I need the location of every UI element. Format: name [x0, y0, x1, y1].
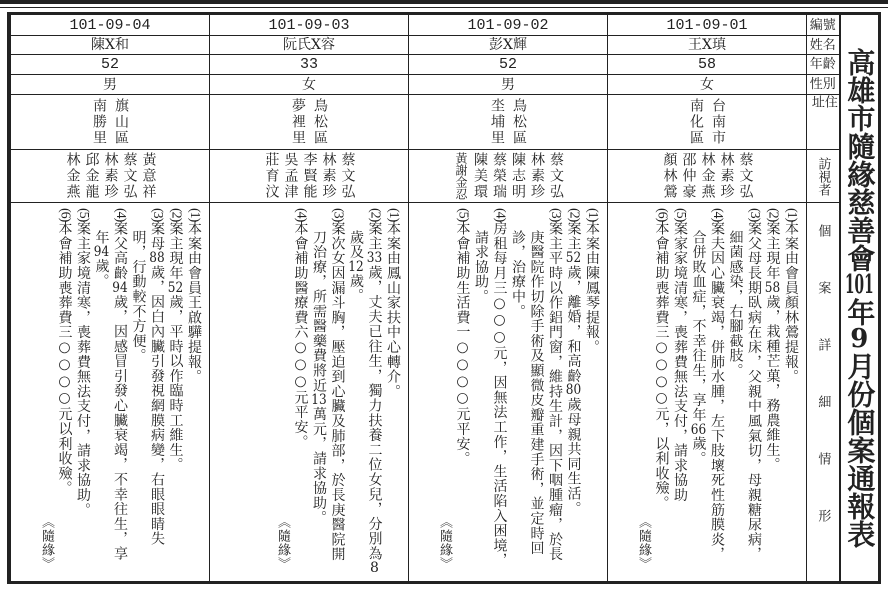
- visitor-name: 蔡文弘: [121, 152, 138, 200]
- detail-text: 案父高齡94歲，因感冒引發心臟衰竭，不幸往生，享年94歲。: [93, 221, 128, 561]
- visitor-name: 林金燕: [699, 152, 716, 200]
- case-visitors: [64, 152, 157, 200]
- address-part: 南勝里: [91, 98, 107, 146]
- digits: 66: [690, 422, 707, 437]
- detail-number: (4): [293, 208, 309, 222]
- page-title: [841, 48, 877, 548]
- detail-text: 案主33歲，丈夫已往生，獨力扶養二位女兒，分別為8歲及12歲。: [348, 221, 383, 575]
- visitor-name: 李賢能: [301, 152, 318, 200]
- visitor-name: 蔡文弘: [339, 152, 356, 200]
- detail-number: (2): [566, 208, 582, 222]
- case-tag: 《隨緣》: [39, 515, 54, 571]
- detail-item: [310, 208, 347, 575]
- case-visitors: [263, 152, 356, 200]
- top-rule-thick: [0, 0, 888, 4]
- detail-number: (6): [57, 208, 73, 222]
- detail-item: [347, 208, 384, 575]
- digits: 33: [366, 250, 383, 265]
- case-address: [687, 98, 727, 146]
- detail-item: [92, 208, 129, 575]
- visitor-name: 蔡榮瑞: [491, 152, 507, 200]
- visitor-name: 林素珍: [102, 152, 119, 200]
- detail-text: 本案由會員顏林鶯提報。: [783, 221, 799, 385]
- detail-number: (1): [187, 208, 202, 222]
- detail-item: [671, 208, 690, 575]
- digits: 58: [764, 280, 781, 295]
- detail-text: 房租每月三○○○元，因無法工作，生活陷入困境，請求協助。: [473, 221, 508, 568]
- detail-text: 本會補助生活費一○○○○元平安。: [454, 221, 471, 467]
- detail-text: 案家家境清寒，喪葬費無法支付，請求協助: [672, 221, 688, 503]
- visitor-name: 林素珍: [529, 152, 545, 200]
- visitor-name: 邵仲豪: [680, 152, 697, 200]
- detail-number: (6): [654, 208, 670, 222]
- case-visitors: [661, 152, 754, 200]
- detail-item: [509, 208, 565, 575]
- case-address: [289, 98, 329, 146]
- detail-number: (1): [585, 208, 600, 222]
- visitor-name: 林素珍: [718, 152, 735, 200]
- visitor-name: 黃意祥: [140, 152, 157, 200]
- detail-text: 本會補助醫療費六○○○元平安。: [292, 221, 309, 450]
- detail-item: [689, 208, 726, 575]
- address-part: 旗山區: [113, 98, 129, 146]
- detail-item: [453, 208, 472, 575]
- detail-item: [384, 208, 403, 575]
- digits: 80: [565, 383, 582, 398]
- visitor-name: 蔡文弘: [548, 152, 564, 200]
- detail-text: 案父母長期臥病在床，父親中風氣切，母親糖尿病，細菌感染，右腳截肢。: [727, 221, 762, 562]
- top-rule-thin: [0, 7, 888, 8]
- detail-item: [129, 208, 166, 575]
- detail-item: [472, 208, 509, 575]
- detail-number: (3): [747, 208, 762, 222]
- detail-text: 本案由會員王啟驊提報。: [186, 221, 202, 385]
- detail-item: [55, 208, 74, 575]
- title-year: 101: [845, 272, 874, 298]
- visitor-name: 陳志明: [510, 152, 526, 200]
- address-part: 夢裡里: [290, 98, 306, 146]
- digits: 52: [167, 280, 184, 295]
- label-details: 個案詳細情形: [815, 224, 831, 566]
- case-details: [269, 203, 409, 581]
- digits: 52: [565, 250, 582, 265]
- detail-item: [782, 208, 801, 575]
- case-name: 阮氏X容: [283, 37, 335, 53]
- detail-number: (5): [455, 208, 471, 222]
- case-tag: 《隨緣》: [275, 515, 290, 571]
- case-tag: 《隨緣》: [437, 515, 452, 571]
- case-address: [90, 98, 130, 146]
- case-column: [10, 15, 209, 581]
- row-label-column: [806, 15, 839, 581]
- case-details: [33, 203, 210, 581]
- case-tag: 《隨緣》: [636, 515, 651, 571]
- title-month: 9: [850, 326, 869, 352]
- detail-item: [291, 208, 310, 575]
- detail-item: [166, 208, 185, 575]
- case-details: [630, 203, 807, 581]
- case-id: 101-09-01: [666, 16, 748, 34]
- title-part: 月份個案通報表: [843, 352, 877, 548]
- address-part: 鳥松區: [312, 98, 328, 146]
- detail-item: [74, 208, 93, 575]
- label-visitors: 訪視者: [815, 156, 831, 196]
- detail-text: 本案由鳳山家扶中心轉介。: [385, 221, 401, 399]
- visitor-name: 林素珍: [320, 152, 337, 200]
- case-column: [607, 15, 806, 581]
- label-address: 住址: [808, 95, 837, 124]
- detail-number: (4): [113, 208, 128, 222]
- detail-item: [564, 208, 583, 575]
- detail-text: 案主現年52歲，平時以作臨時工維生。: [167, 221, 184, 473]
- title-column: [839, 15, 878, 581]
- visitor-name: 黃謝金忍: [454, 152, 468, 200]
- detail-text: 案夫因心臟衰竭，併肺水腫，左下肢壞死性筋膜炎，合併敗血症，不幸往生，享年66歲。: [690, 221, 725, 562]
- case-name: 陳X和: [91, 37, 129, 53]
- detail-number: (1): [784, 208, 799, 222]
- detail-text: 本會補助喪葬費三○○○○元以利收殮。: [56, 221, 73, 496]
- visitor-name: 陳美環: [472, 152, 488, 200]
- label-id: 編號: [809, 17, 836, 33]
- case-gender: 男: [103, 76, 117, 93]
- case-report-table: [7, 12, 881, 584]
- case-id: 101-09-02: [467, 16, 549, 34]
- case-name: 王X瑱: [688, 37, 726, 53]
- digits: 94: [112, 280, 128, 295]
- detail-number: (2): [765, 208, 781, 222]
- detail-text: 本案由陳鳳琴提報。: [584, 221, 600, 355]
- detail-text: 本會補助喪葬費三○○○○元，以利收殮。: [653, 221, 670, 511]
- case-gender: 女: [302, 76, 316, 93]
- visitor-name: 莊育汶: [263, 152, 280, 200]
- case-column: [408, 15, 607, 581]
- case-age: 33: [299, 56, 318, 73]
- case-gender: 男: [501, 76, 515, 93]
- title-part: 年: [843, 298, 877, 326]
- detail-number: (4): [492, 208, 508, 222]
- detail-text: 案次女因漏斗胸，壓迫到心臟及肺部，於長庚醫院開刀治療，所需醫藥費將近13萬元，請求協助。: [311, 221, 346, 562]
- digits: 13: [311, 393, 327, 408]
- detail-number: (4): [710, 208, 725, 222]
- case-age: 52: [100, 56, 119, 73]
- detail-text: 案主52歲，離婚，和高齡80歲母親共同生活。: [565, 221, 582, 516]
- visitor-name: 邱金龍: [83, 152, 100, 200]
- detail-number: (2): [168, 208, 184, 222]
- detail-item: [583, 208, 602, 575]
- detail-number: (1): [386, 208, 401, 222]
- title-part: 高雄市隨緣慈善會: [843, 48, 877, 272]
- visitor-name: 吳孟津: [282, 152, 299, 200]
- case-address: [488, 98, 528, 146]
- address-part: 坔埔里: [489, 98, 505, 146]
- visitor-name: 顏林鶯: [661, 152, 678, 200]
- address-part: 台南市: [710, 98, 726, 146]
- label-gender: 性別: [809, 77, 836, 92]
- case-column: [209, 15, 408, 581]
- detail-item: [726, 208, 763, 575]
- case-details: [431, 203, 608, 581]
- address-part: 南化區: [688, 98, 704, 146]
- digits: 88: [149, 250, 165, 265]
- digits: 94: [93, 245, 110, 260]
- visitor-name: 蔡文弘: [737, 152, 754, 200]
- visitor-name: 林金燕: [64, 152, 81, 200]
- address-part: 鳥松區: [511, 98, 527, 146]
- detail-text: 案主現年58歲，栽種芒菓，務農維生。: [764, 221, 781, 473]
- detail-number: (3): [330, 208, 346, 222]
- detail-text: 案母88歲，因白內臟引發視網膜病變，右眼眼睛失明，行動較不方便。: [130, 221, 165, 547]
- case-id: 101-09-04: [69, 16, 151, 34]
- digits: 12: [348, 260, 364, 274]
- detail-number: (5): [76, 208, 91, 222]
- label-name: 姓名: [809, 37, 836, 53]
- label-age: 年齡: [809, 57, 836, 72]
- case-age: 58: [697, 56, 716, 73]
- case-name: 彭X輝: [489, 37, 527, 53]
- detail-number: (2): [367, 208, 383, 222]
- detail-text: 案主家境清寒，喪葬費無法支付，請求協助。: [75, 221, 91, 518]
- detail-number: (5): [673, 208, 688, 222]
- case-age: 52: [498, 56, 517, 73]
- detail-number: (3): [150, 208, 165, 222]
- detail-item: [763, 208, 782, 575]
- detail-item: [652, 208, 671, 575]
- detail-item: [185, 208, 204, 575]
- case-id: 101-09-03: [268, 16, 350, 34]
- case-gender: 女: [700, 76, 714, 93]
- detail-number: (3): [548, 208, 563, 222]
- detail-text: 案主平時以作鋁門窗，維持生計，因下咽腫瘤，於長庚醫院作切除手術及顯微皮瓣重建手術，並定時回診，治療中。: [510, 221, 563, 562]
- digits: 8: [370, 560, 379, 575]
- case-visitors: [452, 152, 564, 200]
